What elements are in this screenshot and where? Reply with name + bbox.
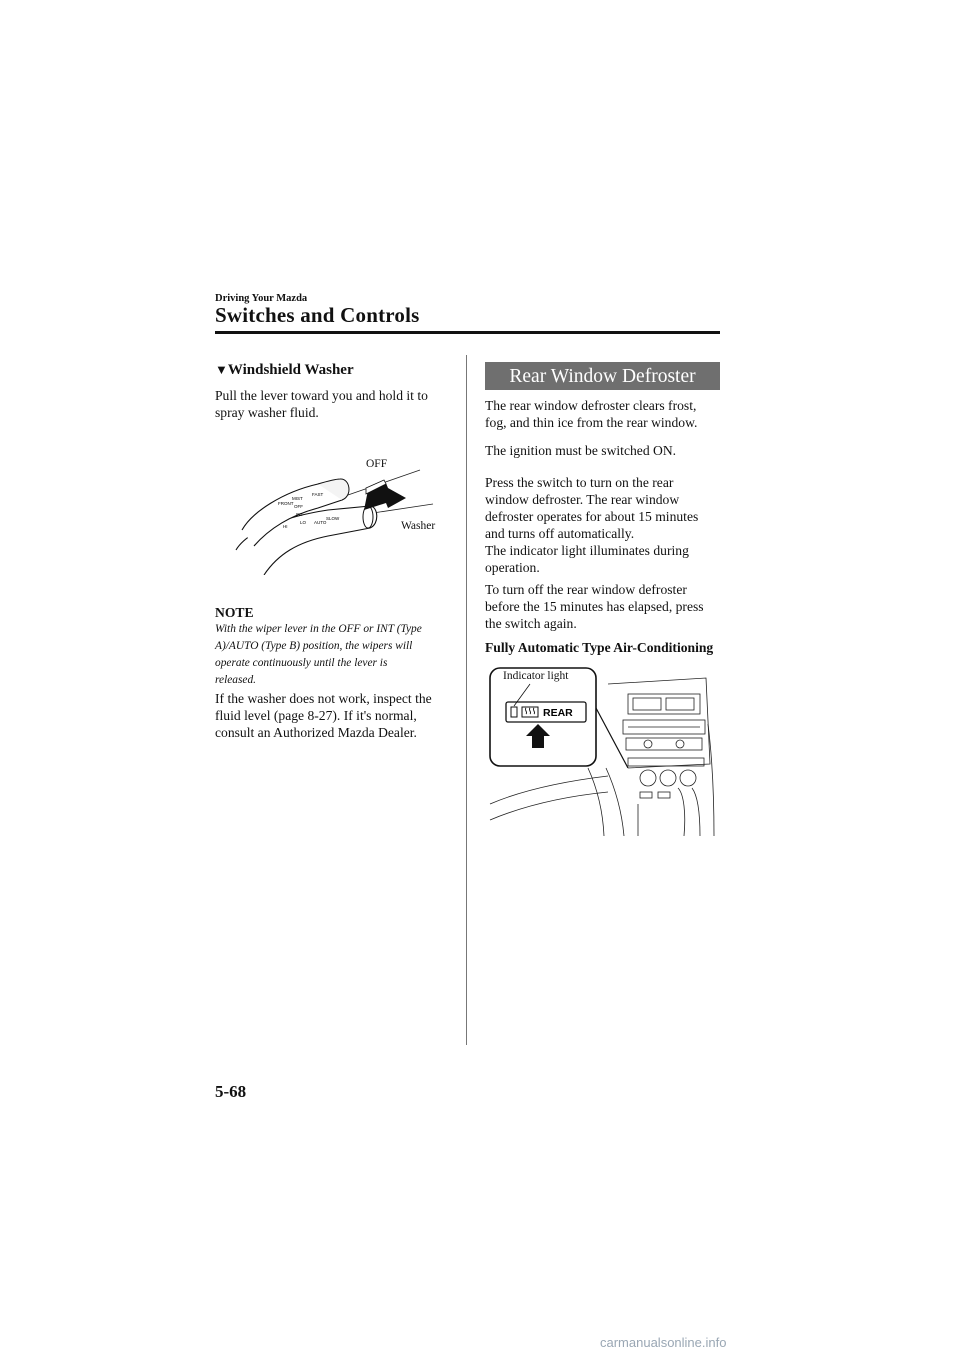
marking-mist: MIST <box>292 496 303 501</box>
note-text: With the wiper lever in the OFF or INT (Type A)/AUTO (Type B) position, the wipers will operate continuously until the lever is released. <box>215 623 422 686</box>
marking-int: INT <box>296 512 304 517</box>
washer-intro: Pull the lever toward you and hold it to spray washer fluid. <box>215 388 428 420</box>
washer-troubleshoot: If the washer does not work, inspect the fluid level (page 8-27). If it's normal, consult an Authorized Mazda Dealer. <box>215 691 432 740</box>
label-off: OFF <box>366 458 388 470</box>
down-triangle-icon: ▼ <box>215 362 228 377</box>
label-indicator-light: Indicator light <box>503 670 569 682</box>
dashboard-figure <box>488 664 716 838</box>
marking-fast: FAST <box>312 492 324 497</box>
wiper-lever-figure <box>228 450 453 575</box>
label-washer: Washer <box>401 520 436 532</box>
chapter-title: Driving Your Mazda <box>215 293 308 304</box>
rear-defroster-switch <box>506 702 586 722</box>
rear-defrost-icon <box>522 707 538 717</box>
marking-front: FRONT <box>278 501 294 506</box>
defroster-p1: The rear window defroster clears frost, fog, and thin ice from the rear window. <box>485 398 698 430</box>
section-banner-rear-window-defroster: Rear Window Defroster <box>485 362 720 390</box>
defroster-p4: To turn off the rear window defroster before the 15 minutes has elapsed, press the switch again. <box>485 582 704 631</box>
marking-off: OFF <box>294 504 303 509</box>
marking-hi: HI <box>283 524 288 529</box>
page-number: 5-68 <box>215 1082 247 1101</box>
switch-label-rear: REAR <box>543 707 573 719</box>
pull-arrow-icon <box>364 480 406 510</box>
column-divider <box>466 355 467 1045</box>
dashboard-illustration <box>488 664 716 838</box>
wiper-lever-illustration <box>228 450 453 575</box>
marking-lo: LO <box>300 520 307 525</box>
header-rule <box>215 331 720 334</box>
subhead-fully-automatic: Fully Automatic Type Air-Conditioning <box>485 640 714 655</box>
section-title: Switches and Controls <box>215 303 420 327</box>
defroster-p2: The ignition must be switched ON. <box>485 443 677 458</box>
defroster-p3: Press the switch to turn on the rear window defroster. The rear window defroster operates for about 15 minutes and turns off automatically. The indicator light illuminates during operation. <box>485 475 699 575</box>
note-label: NOTE <box>215 605 254 620</box>
subheading-windshield-washer: ▼Windshield Washer <box>215 362 354 378</box>
watermark: carmanualsonline.info <box>600 1335 727 1350</box>
marking-auto: AUTO <box>314 520 327 525</box>
marking-slow: SLOW <box>326 516 340 521</box>
